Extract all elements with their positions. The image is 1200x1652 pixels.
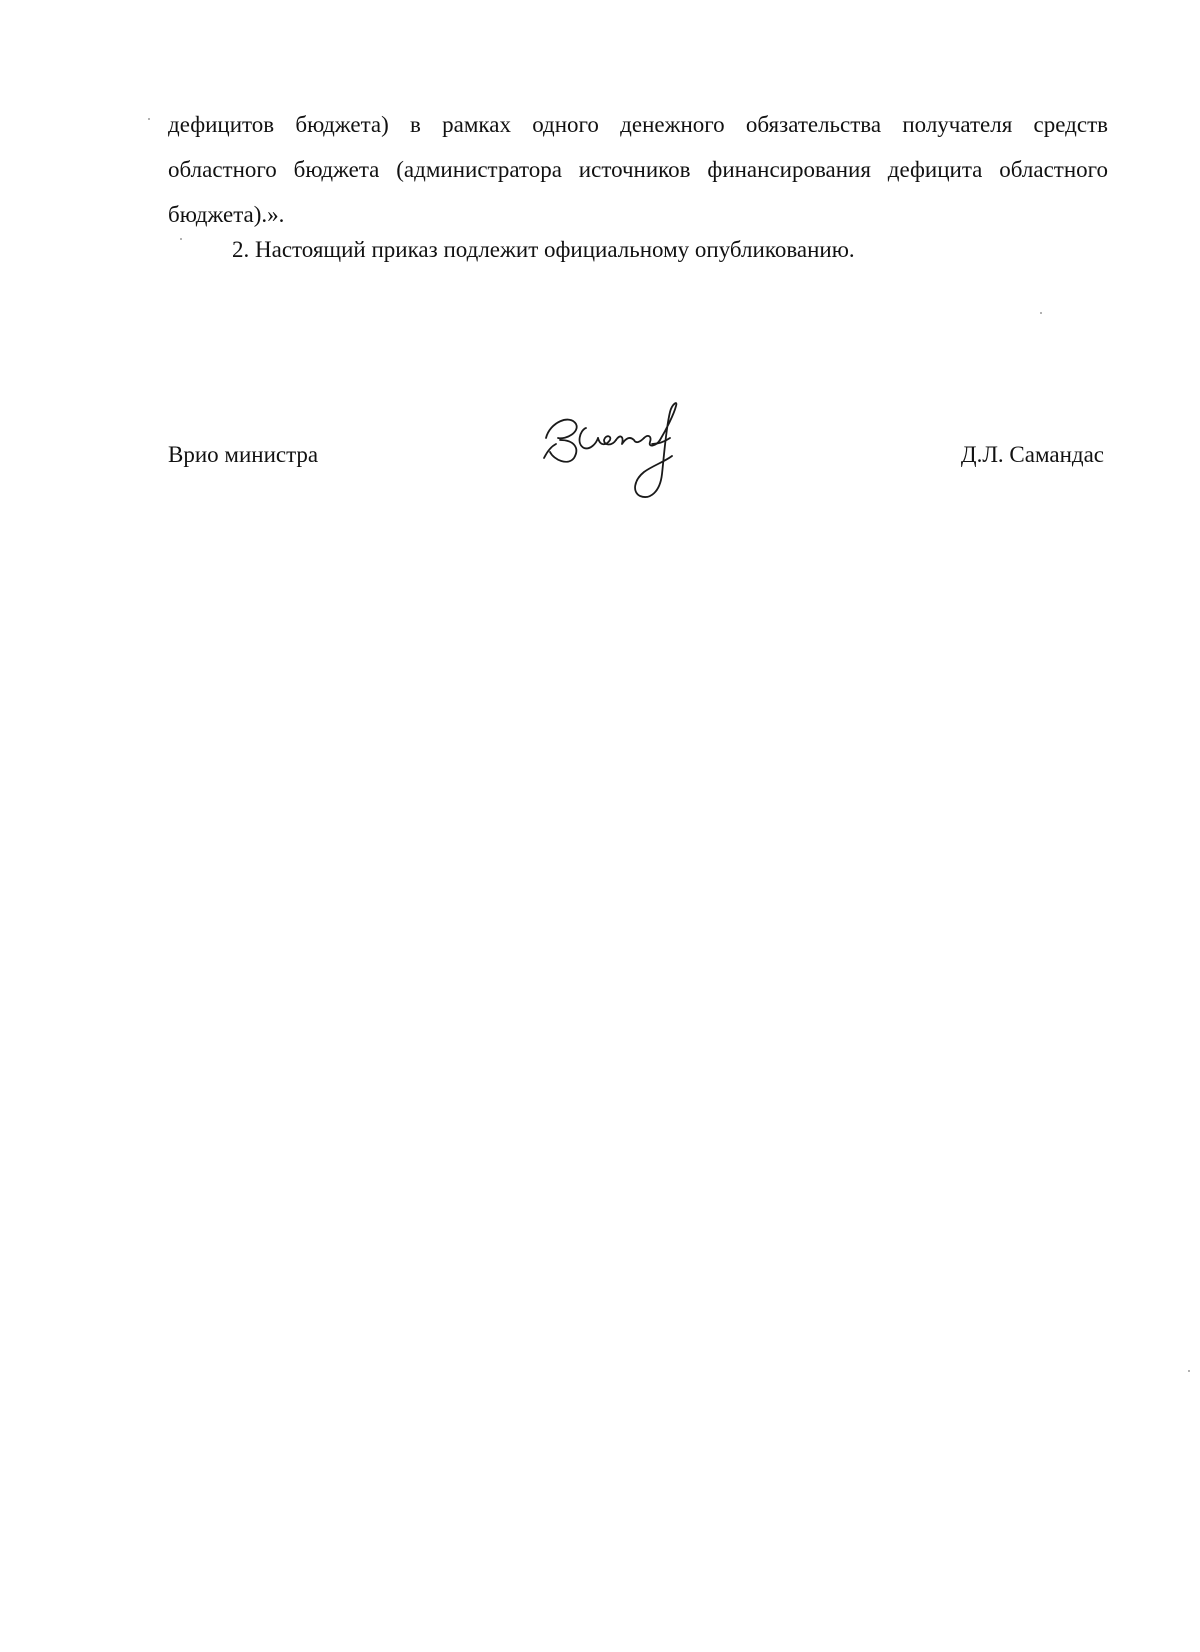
body-line: дефицитов бюджета) в рамках одного денежного обязательства получателя средств: [168, 112, 1108, 137]
scan-speck: [180, 238, 182, 240]
body-line: бюджета).».: [168, 202, 285, 227]
signatory-name: Д.Л. Самандас: [960, 442, 1104, 467]
scan-speck: [1188, 1370, 1190, 1372]
body-paragraph-continuation: [168, 102, 1108, 237]
handwritten-signature-icon: [540, 400, 710, 510]
body-item-2: 2. Настоящий приказ подлежит официальному опубликованию.: [232, 237, 855, 262]
scan-speck: [1040, 312, 1042, 314]
scan-speck: [148, 118, 150, 120]
signatory-position: Врио министра: [168, 442, 319, 467]
body-line: областного бюджета (администратора источников финансирования дефицита областного: [168, 157, 1108, 182]
